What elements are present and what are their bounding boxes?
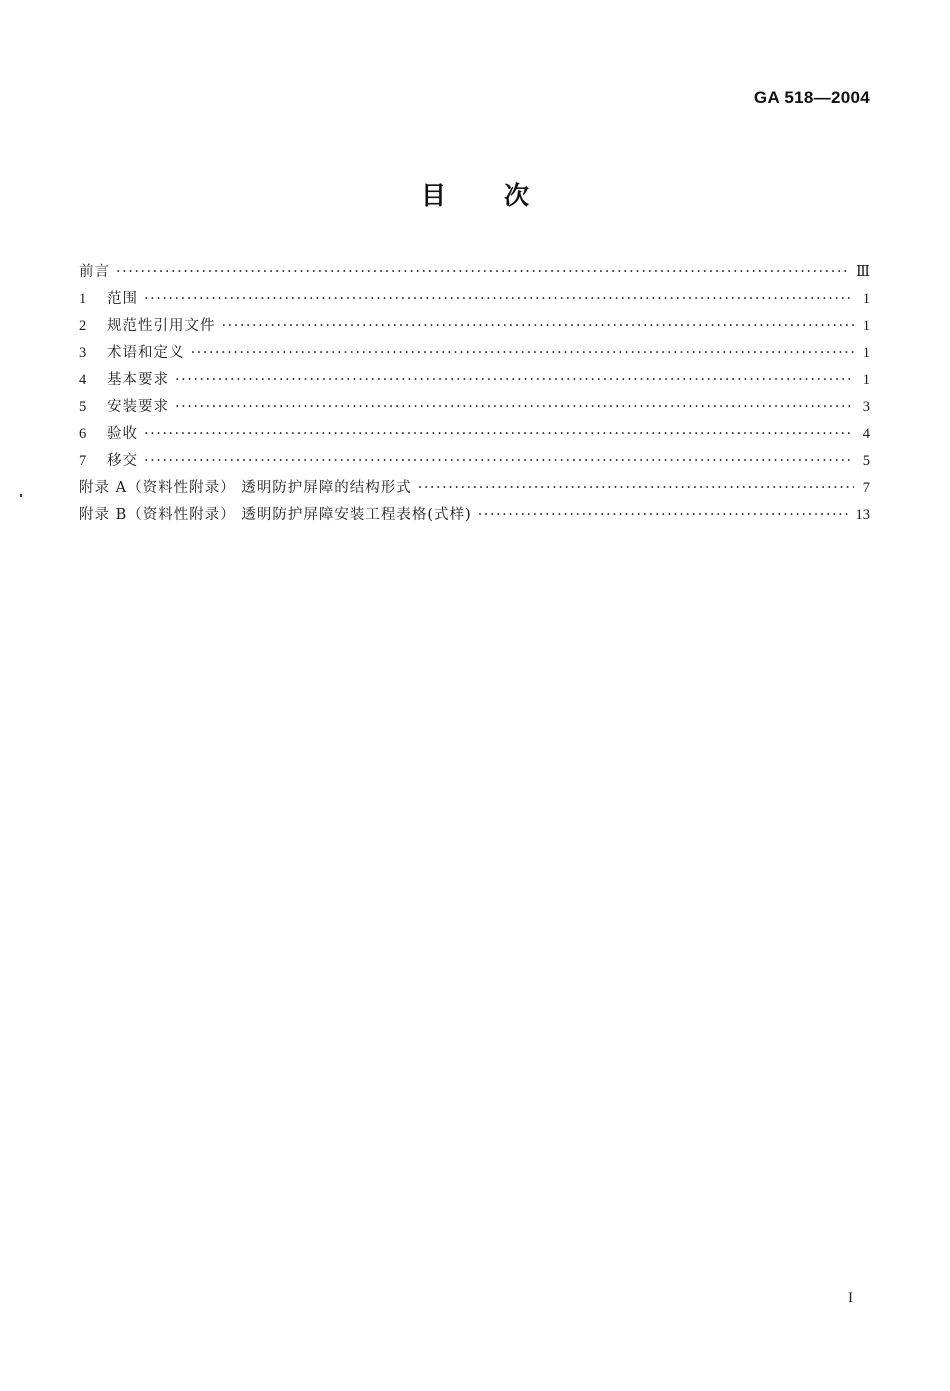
page-number: I xyxy=(848,1290,853,1306)
toc-leader-dots xyxy=(222,313,855,340)
scan-speck xyxy=(20,494,22,497)
toc-entry-1[interactable] xyxy=(79,286,870,313)
toc-leader-dots xyxy=(191,340,855,367)
toc-entry-label: 术语和定义 xyxy=(107,345,185,361)
toc-entry-2[interactable] xyxy=(79,313,870,340)
toc-entry-number: 5 xyxy=(79,399,87,415)
toc-entry-3[interactable] xyxy=(79,340,870,367)
toc-entry-foreword[interactable] xyxy=(79,259,870,286)
toc-leader-dots xyxy=(144,286,854,313)
document-code: GA 518—2004 xyxy=(753,88,870,107)
toc-entry-label: 验收 xyxy=(107,426,138,442)
toc-entry-page: 5 xyxy=(862,453,870,469)
toc-entry-number: 6 xyxy=(79,426,87,442)
toc-entry-5[interactable] xyxy=(79,394,870,421)
toc-title-char-2: 次 xyxy=(504,181,530,210)
toc-title xyxy=(0,176,950,212)
toc-entry-label: 前言 xyxy=(79,264,110,280)
toc-entry-7[interactable] xyxy=(79,448,870,475)
toc-entry-page: 7 xyxy=(862,480,870,496)
toc-entry-page: 1 xyxy=(862,345,870,361)
toc-entry-page: 1 xyxy=(862,291,870,307)
toc-entry-6[interactable] xyxy=(79,421,870,448)
toc-leader-dots xyxy=(418,475,854,502)
toc-entry-number: 4 xyxy=(79,372,87,388)
toc-entry-label: 附录 B（资料性附录） 透明防护屏障安装工程表格(式样) xyxy=(79,507,472,523)
toc-entry-page: 1 xyxy=(862,318,870,334)
toc-leader-dots xyxy=(175,394,854,421)
toc-entry-4[interactable] xyxy=(79,367,870,394)
toc-entry-number: 1 xyxy=(79,291,87,307)
toc-entry-page: Ⅲ xyxy=(856,264,870,280)
toc-entry-label: 基本要求 xyxy=(107,372,169,388)
toc-entry-number: 7 xyxy=(79,453,87,469)
toc-entry-page: 1 xyxy=(862,372,870,388)
toc-leader-dots xyxy=(175,367,854,394)
toc-entry-label: 规范性引用文件 xyxy=(107,318,216,334)
toc-entry-label: 范围 xyxy=(107,291,138,307)
toc-leader-dots xyxy=(478,502,850,529)
toc-entry-label: 移交 xyxy=(107,453,138,469)
toc-entry-page: 13 xyxy=(855,507,870,523)
toc-entry-label: 附录 A（资料性附录） 透明防护屏障的结构形式 xyxy=(79,480,412,496)
toc-entry-label: 安装要求 xyxy=(107,399,169,415)
toc-entry-appendix-a[interactable] xyxy=(79,475,870,502)
toc-entry-page: 4 xyxy=(862,426,870,442)
toc-leader-dots xyxy=(144,421,854,448)
toc-leader-dots xyxy=(144,448,854,475)
toc-leader-dots xyxy=(116,259,850,286)
toc-title-char-1: 目 xyxy=(420,181,446,210)
toc-entry-page: 3 xyxy=(862,399,870,415)
table-of-contents xyxy=(79,259,870,529)
toc-entry-appendix-b[interactable] xyxy=(79,502,870,529)
toc-entry-number: 2 xyxy=(79,318,87,334)
toc-entry-number: 3 xyxy=(79,345,87,361)
